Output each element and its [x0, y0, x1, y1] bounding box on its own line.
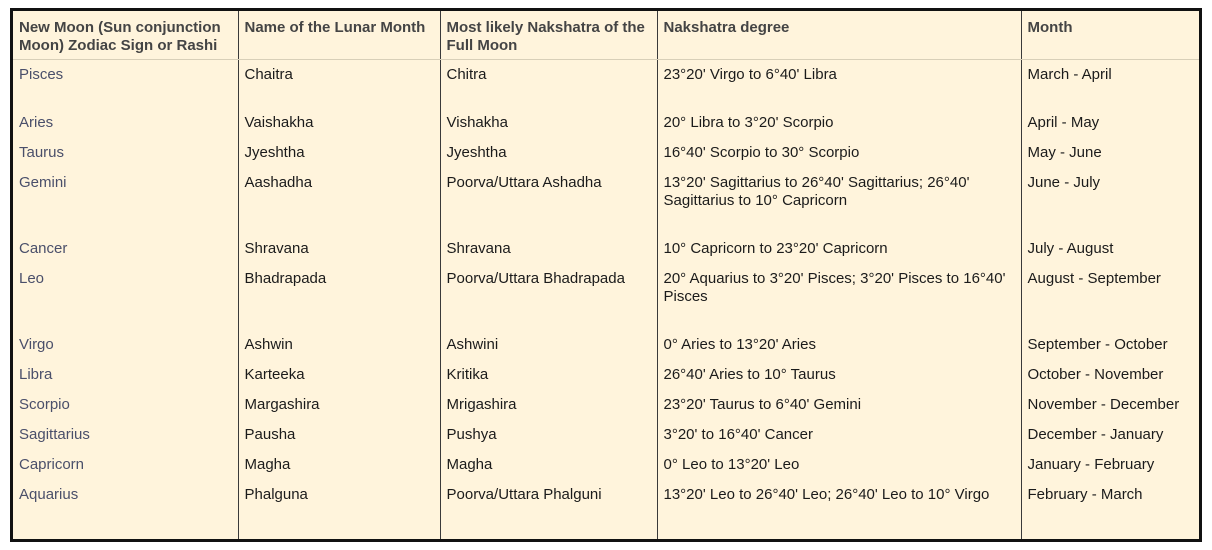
table-row	[13, 60, 1199, 115]
cell-nakshatra-degree: 10° Capricorn to 23°20' Capricorn	[657, 240, 1021, 270]
cell-nakshatra-degree: 23°20' Virgo to 6°40' Libra	[657, 60, 1021, 115]
cell-month: October - November	[1021, 366, 1199, 396]
cell-nakshatra-degree: 13°20' Sagittarius to 26°40' Sagittarius; 26°40' Sagittarius to 10° Capricorn	[657, 174, 1021, 240]
cell-nakshatra: Magha	[440, 456, 657, 486]
cell-lunar-month: Chaitra	[238, 60, 440, 115]
cell-lunar-month: Phalguna	[238, 486, 440, 516]
cell-month: April - May	[1021, 114, 1199, 144]
header-lunar-month: Name of the Lunar Month	[238, 11, 440, 60]
cell-month: July - August	[1021, 240, 1199, 270]
cell-nakshatra-degree: 0° Aries to 13°20' Aries	[657, 336, 1021, 366]
table-row	[13, 144, 1199, 174]
cell-lunar-month: Shravana	[238, 240, 440, 270]
cell-zodiac-sign: Aquarius	[19, 486, 79, 503]
cell-zodiac-sign: Sagittarius	[19, 426, 90, 443]
lunar-month-table	[13, 11, 1199, 539]
header-zodiac-sign: New Moon (Sun conjunction Moon) Zodiac Sign or Rashi	[13, 11, 238, 60]
table-header-row	[13, 11, 1199, 60]
cell-zodiac-sign: Cancer	[19, 240, 68, 257]
cell-nakshatra: Pushya	[440, 426, 657, 456]
cell-lunar-month: Bhadrapada	[238, 270, 440, 336]
cell-zodiac-sign: Gemini	[19, 174, 67, 191]
table-row	[13, 426, 1199, 456]
cell-nakshatra-degree: 20° Aquarius to 3°20' Pisces; 3°20' Pisces to 16°40' Pisces	[657, 270, 1021, 336]
cell-nakshatra: Chitra	[440, 60, 657, 115]
cell-lunar-month: Aashadha	[238, 174, 440, 240]
cell-zodiac-sign: Taurus	[19, 144, 65, 161]
empty-cell	[238, 516, 440, 539]
table-filler-row	[13, 516, 1199, 539]
table-row	[13, 270, 1199, 336]
table-row	[13, 174, 1199, 240]
cell-nakshatra-degree: 26°40' Aries to 10° Taurus	[657, 366, 1021, 396]
table-row	[13, 336, 1199, 366]
cell-lunar-month: Magha	[238, 456, 440, 486]
header-full-moon-nakshatra: Most likely Nakshatra of the Full Moon	[440, 11, 657, 60]
cell-zodiac-sign: Scorpio	[19, 396, 70, 413]
cell-nakshatra: Ashwini	[440, 336, 657, 366]
cell-zodiac-sign: Aries	[19, 114, 54, 131]
cell-month: December - January	[1021, 426, 1199, 456]
cell-nakshatra: Shravana	[440, 240, 657, 270]
table-row	[13, 486, 1199, 516]
table-row	[13, 456, 1199, 486]
cell-lunar-month: Pausha	[238, 426, 440, 456]
empty-cell	[657, 516, 1021, 539]
table-row	[13, 366, 1199, 396]
cell-nakshatra: Poorva/Uttara Phalguni	[440, 486, 657, 516]
lunar-month-table-frame	[10, 8, 1202, 542]
table-row	[13, 114, 1199, 144]
cell-month: June - July	[1021, 174, 1199, 240]
cell-nakshatra-degree: 3°20' to 16°40' Cancer	[657, 426, 1021, 456]
cell-nakshatra: Poorva/Uttara Bhadrapada	[440, 270, 657, 336]
cell-zodiac-sign: Libra	[19, 366, 53, 383]
cell-lunar-month: Jyeshtha	[238, 144, 440, 174]
empty-cell	[440, 516, 657, 539]
cell-month: March - April	[1021, 60, 1199, 115]
cell-lunar-month: Vaishakha	[238, 114, 440, 144]
cell-month: January - February	[1021, 456, 1199, 486]
cell-month: August - September	[1021, 270, 1199, 336]
cell-zodiac-sign: Capricorn	[19, 456, 85, 473]
table-row	[13, 396, 1199, 426]
empty-cell	[1021, 516, 1199, 539]
cell-month: May - June	[1021, 144, 1199, 174]
cell-nakshatra-degree: 13°20' Leo to 26°40' Leo; 26°40' Leo to 10° Virgo	[657, 486, 1021, 516]
cell-nakshatra-degree: 23°20' Taurus to 6°40' Gemini	[657, 396, 1021, 426]
cell-zodiac-sign: Virgo	[19, 336, 54, 353]
empty-cell	[13, 516, 238, 539]
header-nakshatra-degree: Nakshatra degree	[657, 11, 1021, 60]
cell-lunar-month: Margashira	[238, 396, 440, 426]
cell-lunar-month: Ashwin	[238, 336, 440, 366]
cell-nakshatra-degree: 20° Libra to 3°20' Scorpio	[657, 114, 1021, 144]
cell-nakshatra-degree: 0° Leo to 13°20' Leo	[657, 456, 1021, 486]
cell-lunar-month: Karteeka	[238, 366, 440, 396]
cell-nakshatra: Jyeshtha	[440, 144, 657, 174]
cell-nakshatra: Kritika	[440, 366, 657, 396]
cell-nakshatra: Mrigashira	[440, 396, 657, 426]
cell-zodiac-sign: Leo	[19, 270, 45, 287]
table-row	[13, 240, 1199, 270]
cell-zodiac-sign: Pisces	[19, 66, 64, 83]
cell-month: November - December	[1021, 396, 1199, 426]
cell-month: September - October	[1021, 336, 1199, 366]
cell-nakshatra-degree: 16°40' Scorpio to 30° Scorpio	[657, 144, 1021, 174]
header-month: Month	[1021, 11, 1199, 60]
cell-nakshatra: Poorva/Uttara Ashadha	[440, 174, 657, 240]
cell-month: February - March	[1021, 486, 1199, 516]
cell-nakshatra: Vishakha	[440, 114, 657, 144]
